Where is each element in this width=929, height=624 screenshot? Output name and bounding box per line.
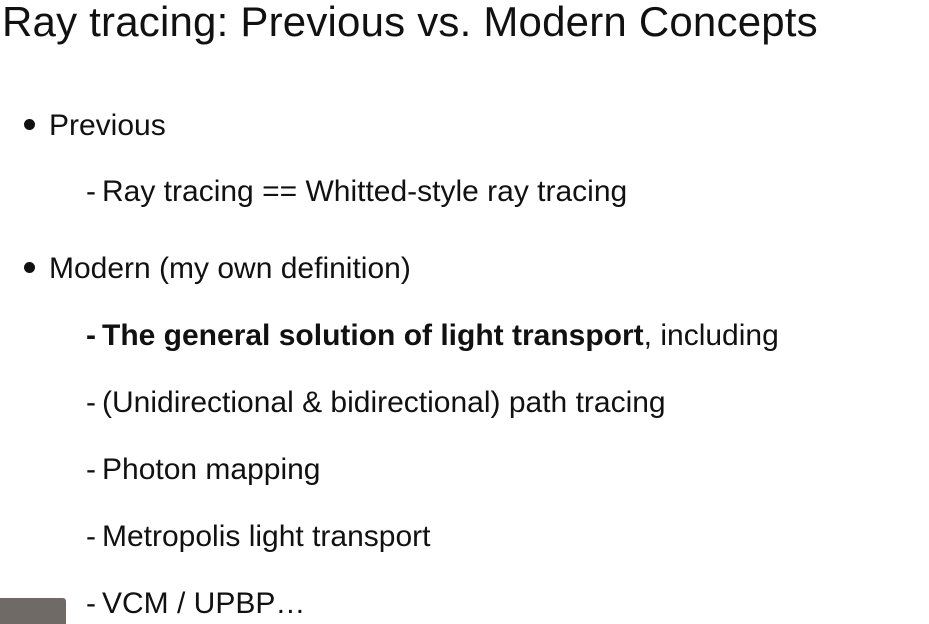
subitem-photon-mapping: [86, 450, 321, 490]
subitem-text: Ray tracing == Whitted-style ray tracing: [102, 175, 628, 208]
dash-marker: -: [86, 453, 96, 486]
bullet-modern: [24, 249, 411, 289]
bullet-previous: [24, 106, 166, 146]
bullet-dot-icon: [24, 262, 35, 273]
dash-marker: -: [86, 520, 96, 553]
dash-marker: -: [86, 175, 96, 208]
subitem-text: VCM / UPBP…: [102, 587, 306, 620]
dash-marker: -: [86, 319, 96, 352]
subitem-text: Photon mapping: [102, 453, 321, 486]
subitem-text: , including: [643, 319, 779, 352]
subitem-path-tracing: [86, 383, 666, 423]
subitem-bold-text: The general solution of light transport: [102, 319, 644, 352]
slide-title: Ray tracing: Previous vs. Modern Concepts: [2, 0, 818, 45]
dash-marker: -: [86, 386, 96, 419]
subitem-general-solution: [86, 316, 779, 356]
video-overlay-block: [0, 598, 66, 624]
subitem-whitted: [86, 172, 627, 212]
bullet-label: Modern (my own definition): [49, 252, 411, 285]
bullet-dot-icon: [24, 119, 35, 130]
subitem-text: Metropolis light transport: [102, 520, 431, 553]
dash-marker: -: [86, 587, 96, 620]
bullet-label: Previous: [49, 109, 166, 142]
subitem-metropolis: [86, 517, 430, 557]
subitem-text: (Unidirectional & bidirectional) path tracing: [102, 386, 666, 419]
subitem-vcm-upbp: [86, 584, 305, 624]
